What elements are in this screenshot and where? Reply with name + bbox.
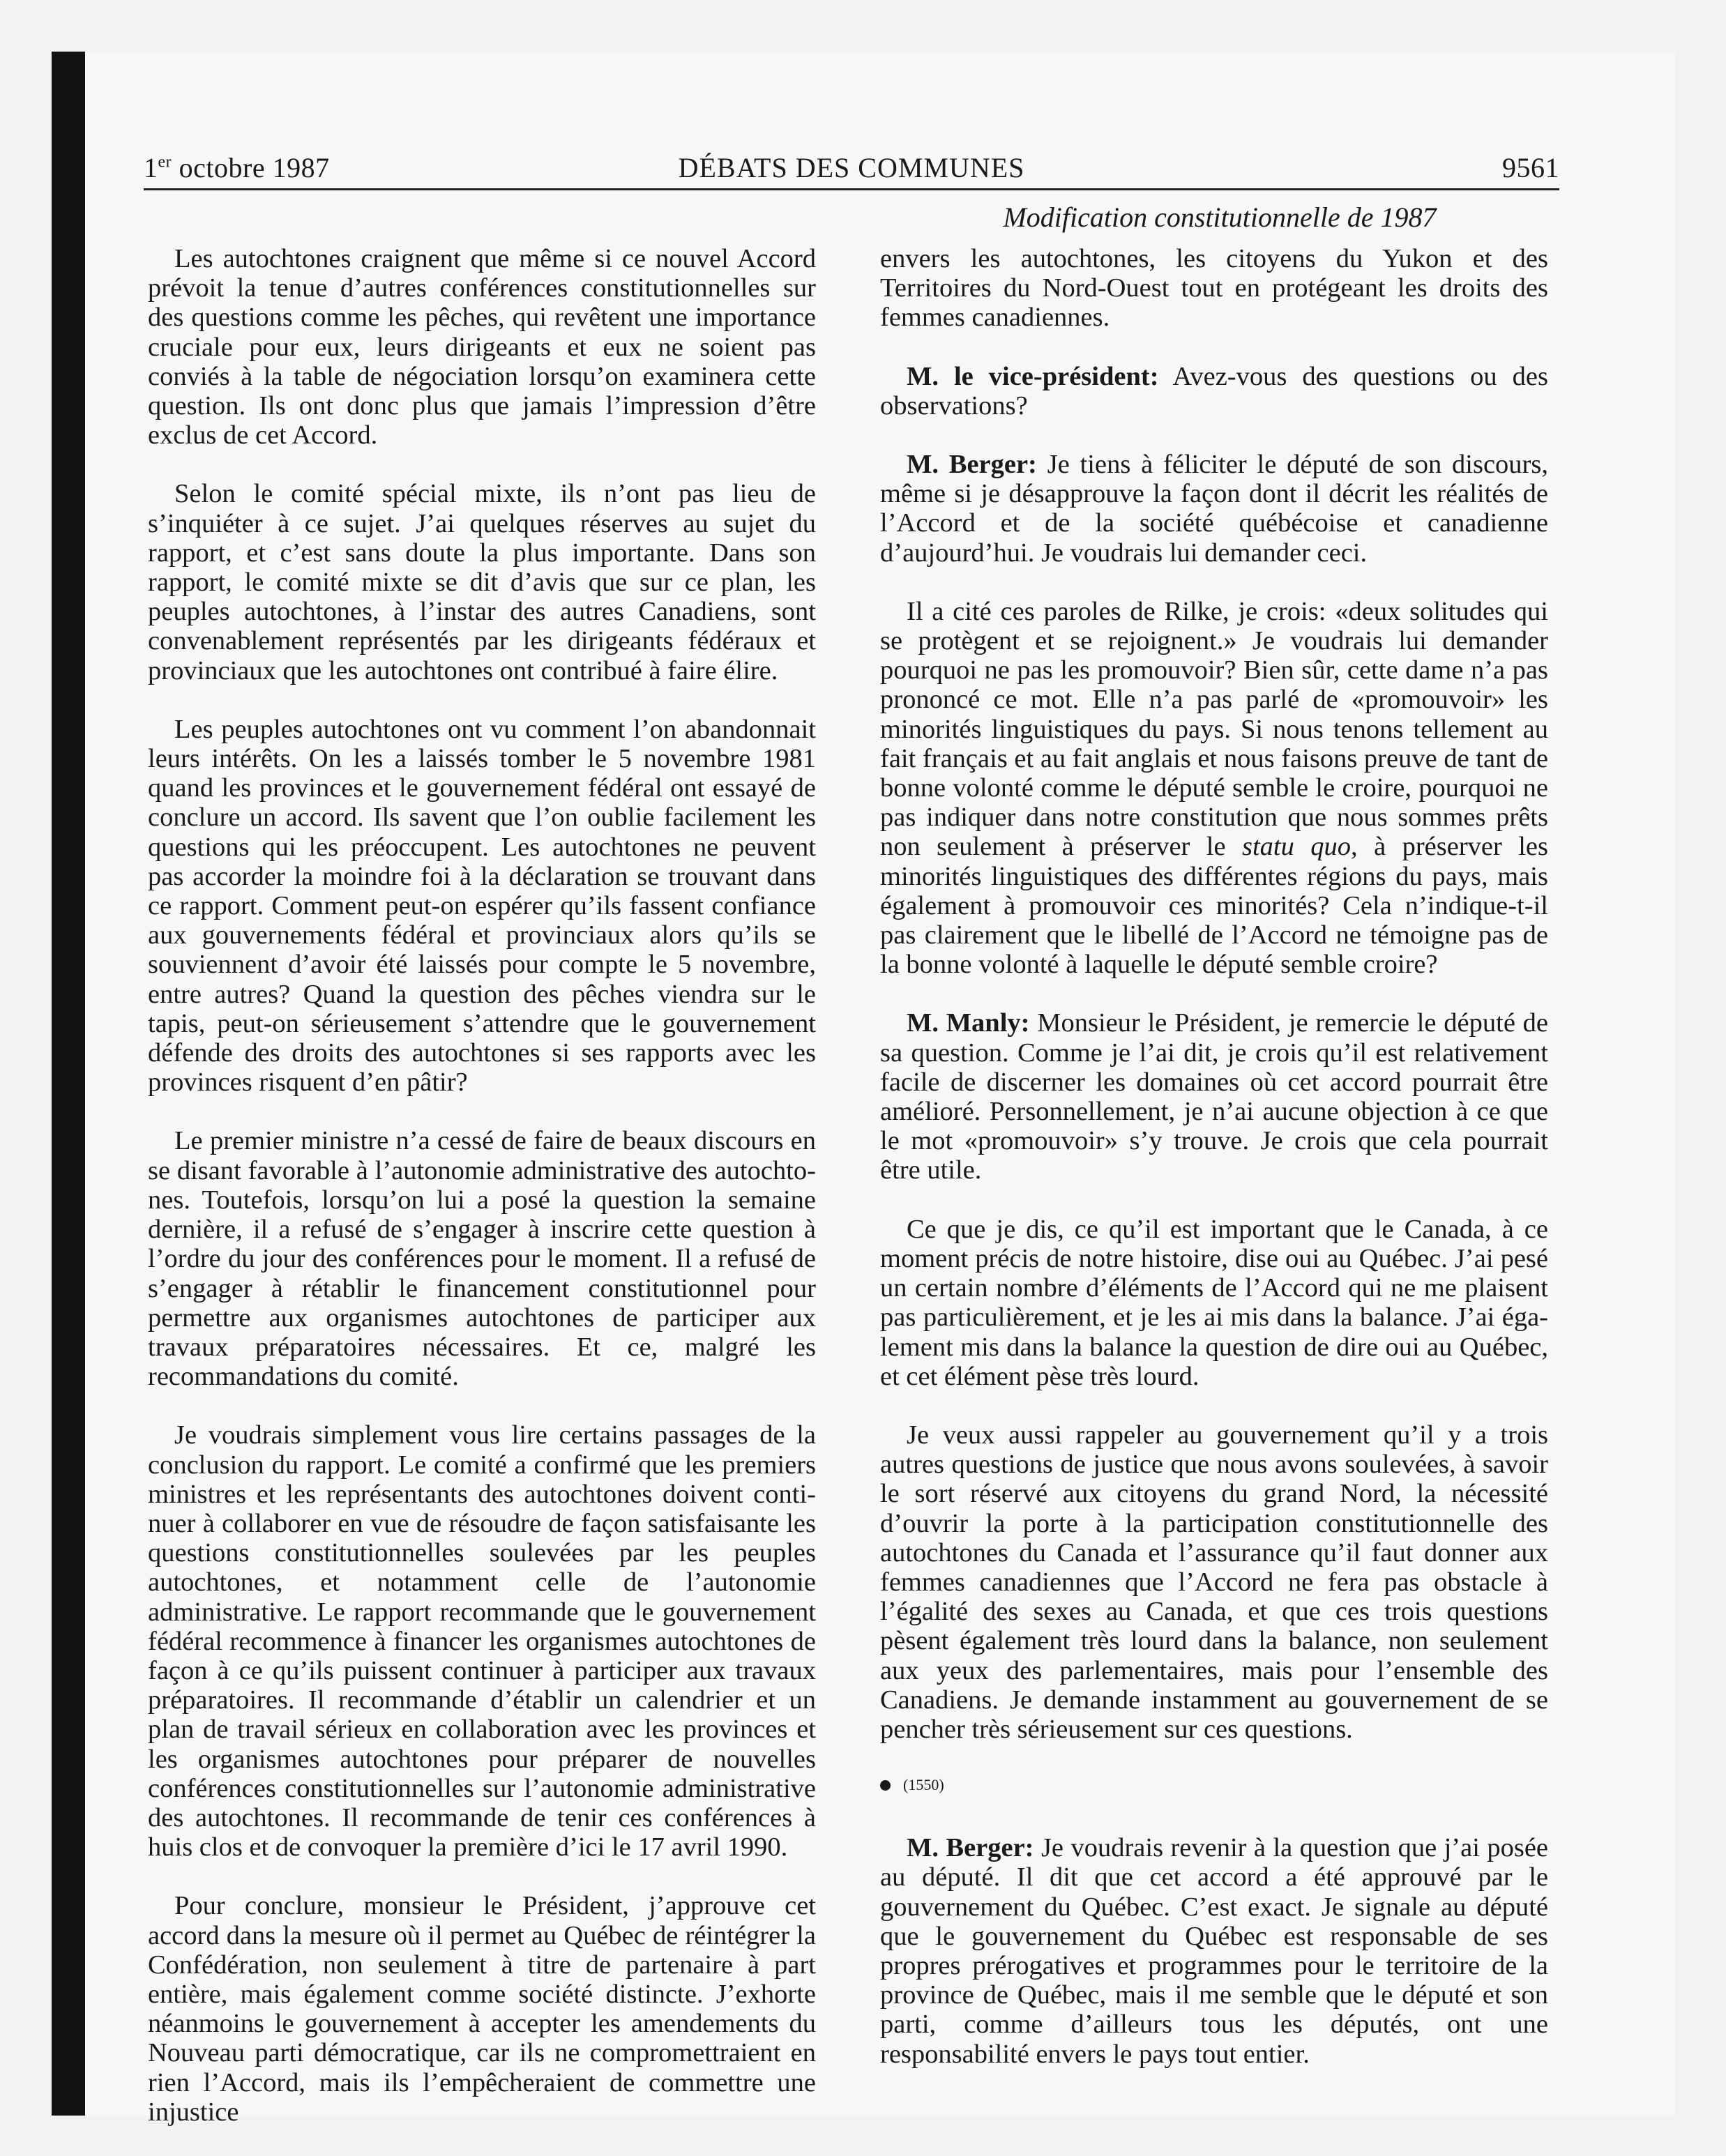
speaker-name: M. Berger:	[907, 1833, 1034, 1863]
paragraph: Selon le comité spécial mixte, ils n’ont pas lieu de s’inquiéter à ce sujet. J’ai quelques réserves au sujet du rapport, et c’est sans doute la plus importante. Dans son rapport, le comité mixte se dit d’avis que sur ce plan, les peuples autochtones, à l’instar des autres Canadiens, sont convenablement représentés par les dirigeants fédéraux et provinciaux que les autochtones ont contribué à faire élire.	[148, 479, 816, 685]
header-title: DÉBATS DES COMMUNES	[678, 152, 1025, 183]
paragraph: Les peuples autochtones ont vu comment l’on abandonnait leurs intérêts. On les a laissés tomber le 5 novembre 1981 quand les provinces et le gouvernement fédéral ont essayé de conclure un accord. Ils savent que l’on oublie facilement les questions qui les préoccupent. Les autochtones ne peuvent pas accorder la moindre foi à la déclaration se trouvant dans ce rapport. Comment peut-on espérer qu’ils fassent confiance aux gouvernements fédéral et provinciaux alors qu’ils se souviennent d’avoir été laissés pour compte le 5 novembre, entre autres? Quand la question des pêches viendra sur le tapis, peut-on sérieusement s’attendre que le gouvernement défende des droits des autochtones si ses rapports avec les provinces risquent d’en pâtir?	[148, 714, 816, 1098]
paragraph: Il a cité ces paroles de Rilke, je crois: «deux solitudes qui se protègent et se rejoignent.» Je voudrais lui demander pourquoi ne pas les promouvoir? Bien sûr, cette dame n’a pas prononcé ce mot. Elle n’a pas parlé de «promouvoir» les minorités linguistiques du pays. Si nous tenons tellement au fait français et au fait anglais et nous faisons preuve de tant de bonne volonté comme le député semble le croire, pourquoi ne pas indiquer dans notre constitution que nous sommes prêts non seulement à préserver le statu quo, à préserver les minorités linguistiques des différentes régions du pays, mais également à promouvoir ces minorités? Cela n’indique-t-il pas clairement que le libellé de l’Accord ne témoigne pas de la bonne volonté à laquelle le député semble croire?	[880, 596, 1548, 980]
right-column	[880, 244, 1548, 2098]
speaker-name: M. Manly:	[907, 1008, 1030, 1038]
page-number: 9561	[1502, 152, 1559, 183]
time-marker: (1550)	[880, 1773, 1548, 1796]
paragraph: Ce que je dis, ce qu’il est important que le Canada, à ce moment précis de notre histoire, dise oui au Québec. J’ai pesé un certain nombre d’éléments de l’Accord qui ne me plaisent pas particulièrement, et je les ai mis dans la balance. J’ai également mis dans la balance la question de dire oui au Québec, et cet élément pèse très lourd.	[880, 1214, 1548, 1391]
header-date: 1er octobre 1987	[144, 152, 330, 183]
italic-term: statu quo	[1242, 832, 1352, 862]
page-header	[144, 148, 1559, 190]
paragraph: Le premier ministre n’a cessé de faire de beaux discours en se disant favorable à l’autonomie administrative des autochtones. Toutefois, lorsqu’on lui a posé la question la semaine dernière, il a refusé de s’engager à inscrire cette question à l’ordre du jour des conférences pour le moment. Il a refusé de s’engager à rétablir le financement constitutionnel pour permettre aux organismes autochtones de participer aux travaux préparatoires nécessaires. Et ce, malgré les recommandations du comité.	[148, 1126, 816, 1392]
paragraph: Je voudrais simplement vous lire certains passages de la conclusion du rapport. Le comité a confirmé que les premiers ministres et les représentants des autochtones doivent continuer à collaborer en vue de résoudre de façon satisfaisante les questions constitutionnelles soulevées par les peuples autochtones, et notamment celle de l’autonomie administrative. Le rapport recommande que le gouvernement fédéral recommence à financer les organismes autochtones de façon à ce qu’ils puissent continuer à participer aux travaux préparatoires. Il recommande d’établir un calendrier et un plan de travail sérieux en collaboration avec les provinces et les organismes autochtones pour préparer de nouvelles conférences constitutionnelles sur l’autonomie administrative des autochtones. Il recommande de tenir ces conférences à huis clos et de convoquer la première d’ici le 17 avril 1990.	[148, 1420, 816, 1862]
bullet-icon	[880, 1780, 891, 1791]
paragraph: Pour conclure, monsieur le Président, j’approuve cet accord dans la mesure où il permet au Québec de réintégrer la Confédération, non seulement à titre de partenaire à part entière, mais également comme société distincte. J’exhorte néanmoins le gouvernement à accepter les amendements du Nouveau parti démocratique, car ils ne compromettraient en rien l’Accord, mais ils l’empêcheraient de commettre une injustice	[148, 1891, 816, 2127]
paragraph-continued: envers les autochtones, les citoyens du Yukon et des Territoires du Nord-Ouest tout en protégeant les droits des femmes canadiennes.	[880, 244, 1548, 333]
speaker-name: M. le vice-président:	[907, 361, 1159, 391]
section-subheader: Modification constitutionnelle de 1987	[1003, 202, 1437, 233]
paragraph: Je veux aussi rappeler au gouvernement qu’il y a trois autres questions de justice que nous avons soulevées, à savoir le sort réservé aux citoyens du grand Nord, la nécessité d’ouvrir la porte à la participation constitutionnelle des autochtones du Canada et l’assurance qu’il faut donner aux femmes canadiennes que l’Accord ne fera pas obstacle à l’égalité des sexes au Canada, et que ces trois questions pèsent également très lourd dans la balance, non seulement aux yeux des parlementaires, mais pour l’ensemble des Canadiens. Je demande instamment au gouvernement de se pencher très sérieusement sur ces questions.	[880, 1420, 1548, 1744]
paragraph: M. Manly: Monsieur le Président, je remercie le député de sa question. Comme je l’ai dit, je crois qu’il est relativement facile de discerner les domaines où cet accord pourrait être amélioré. Personnellement, je n’ai aucune objection à ce que le mot «promouvoir» s’y trouve. Je crois que cela pourrait être utile.	[880, 1008, 1549, 1185]
scan-edge-bar	[52, 52, 85, 2116]
paragraph: M. Berger: Je voudrais revenir à la question que j’ai posée au député. Il dit que cet accord a été approuvé par le gouvernement du Québec. C’est exact. Je signale au député que le gouvernement du Québec est responsable de ses propres prérogatives et programmes pour le territoire de la province de Québec, mais il me semble que le député et son parti, comme d’ailleurs tous les députés, ont une responsabilité envers le pays tout entier.	[880, 1833, 1548, 2069]
speaker-name: M. Berger:	[907, 450, 1037, 480]
left-column	[148, 244, 816, 2156]
paragraph: M. le vice-président: Avez-vous des questions ou des observations?	[880, 361, 1549, 420]
paragraph: Les autochtones craignent que même si ce nouvel Accord prévoit la tenue d’autres conférences constitutionnelles sur des questions comme les pêches, qui revêtent une importance cruciale pour eux, leurs dirigeants et eux ne soient pas conviés à la table de négociation lorsqu’on examinera cette question. Ils ont donc plus que jamais l’impression d’être exclus de cet Accord.	[148, 244, 816, 450]
paragraph: M. Berger: Je tiens à féliciter le député de son discours, même si je désapprouve la façon dont il décrit les réalités de l’Accord et de la société québécoise et canadienne d’aujourd’hui. Je voudrais lui demander ceci.	[880, 450, 1548, 568]
